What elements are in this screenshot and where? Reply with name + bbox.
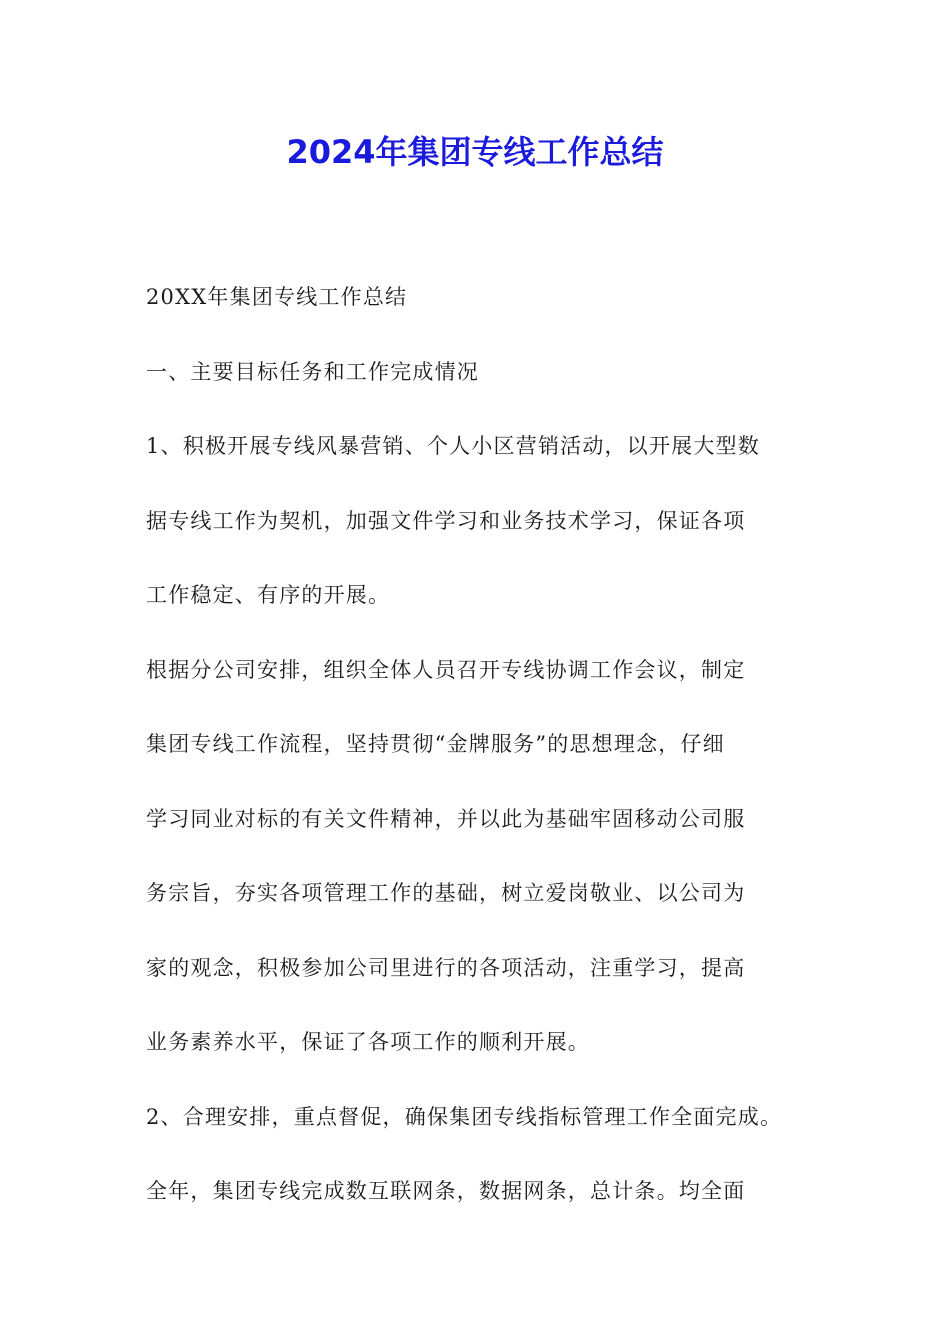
body-line: 家的观念，积极参加公司里进行的各项活动，注重学习，提高 <box>146 955 746 980</box>
body-line: 全年，集团专线完成数互联网条，数据网条，总计条。均全面 <box>146 1179 746 1203</box>
body-line: 业务素养水平，保证了各项工作的顺利开展。 <box>146 1030 590 1054</box>
body-line: 2、合理安排，重点督促，确保集团专线指标管理工作全面完成。 <box>146 1104 783 1129</box>
body-line: 20XX年集团专线工作总结 <box>146 285 408 309</box>
body-line: 一、主要目标任务和工作完成情况 <box>146 359 479 384</box>
body-line: 据专线工作为契机，加强文件学习和业务技术学习，保证各项 <box>146 508 746 533</box>
body-line: 学习同业对标的有关文件精神，并以此为基础牢固移动公司服 <box>146 806 746 831</box>
body-line: 根据分公司安排，组织全体人员召开专线协调工作会议，制定 <box>146 657 746 682</box>
body-line: 工作稳定、有序的开展。 <box>146 583 391 607</box>
body-line: 1、积极开展专线风暴营销、个人小区营销活动，以开展大型数 <box>146 434 760 458</box>
body-line: 务宗旨，夯实各项管理工作的基础，树立爱岗敬业、以公司为 <box>146 881 746 905</box>
body-line: 集团专线工作流程，坚持贯彻“金牌服务”的思想理念，仔细 <box>146 732 725 756</box>
page-title: 2024年集团专线工作总结 <box>286 133 664 171</box>
document-body <box>146 260 826 1229</box>
